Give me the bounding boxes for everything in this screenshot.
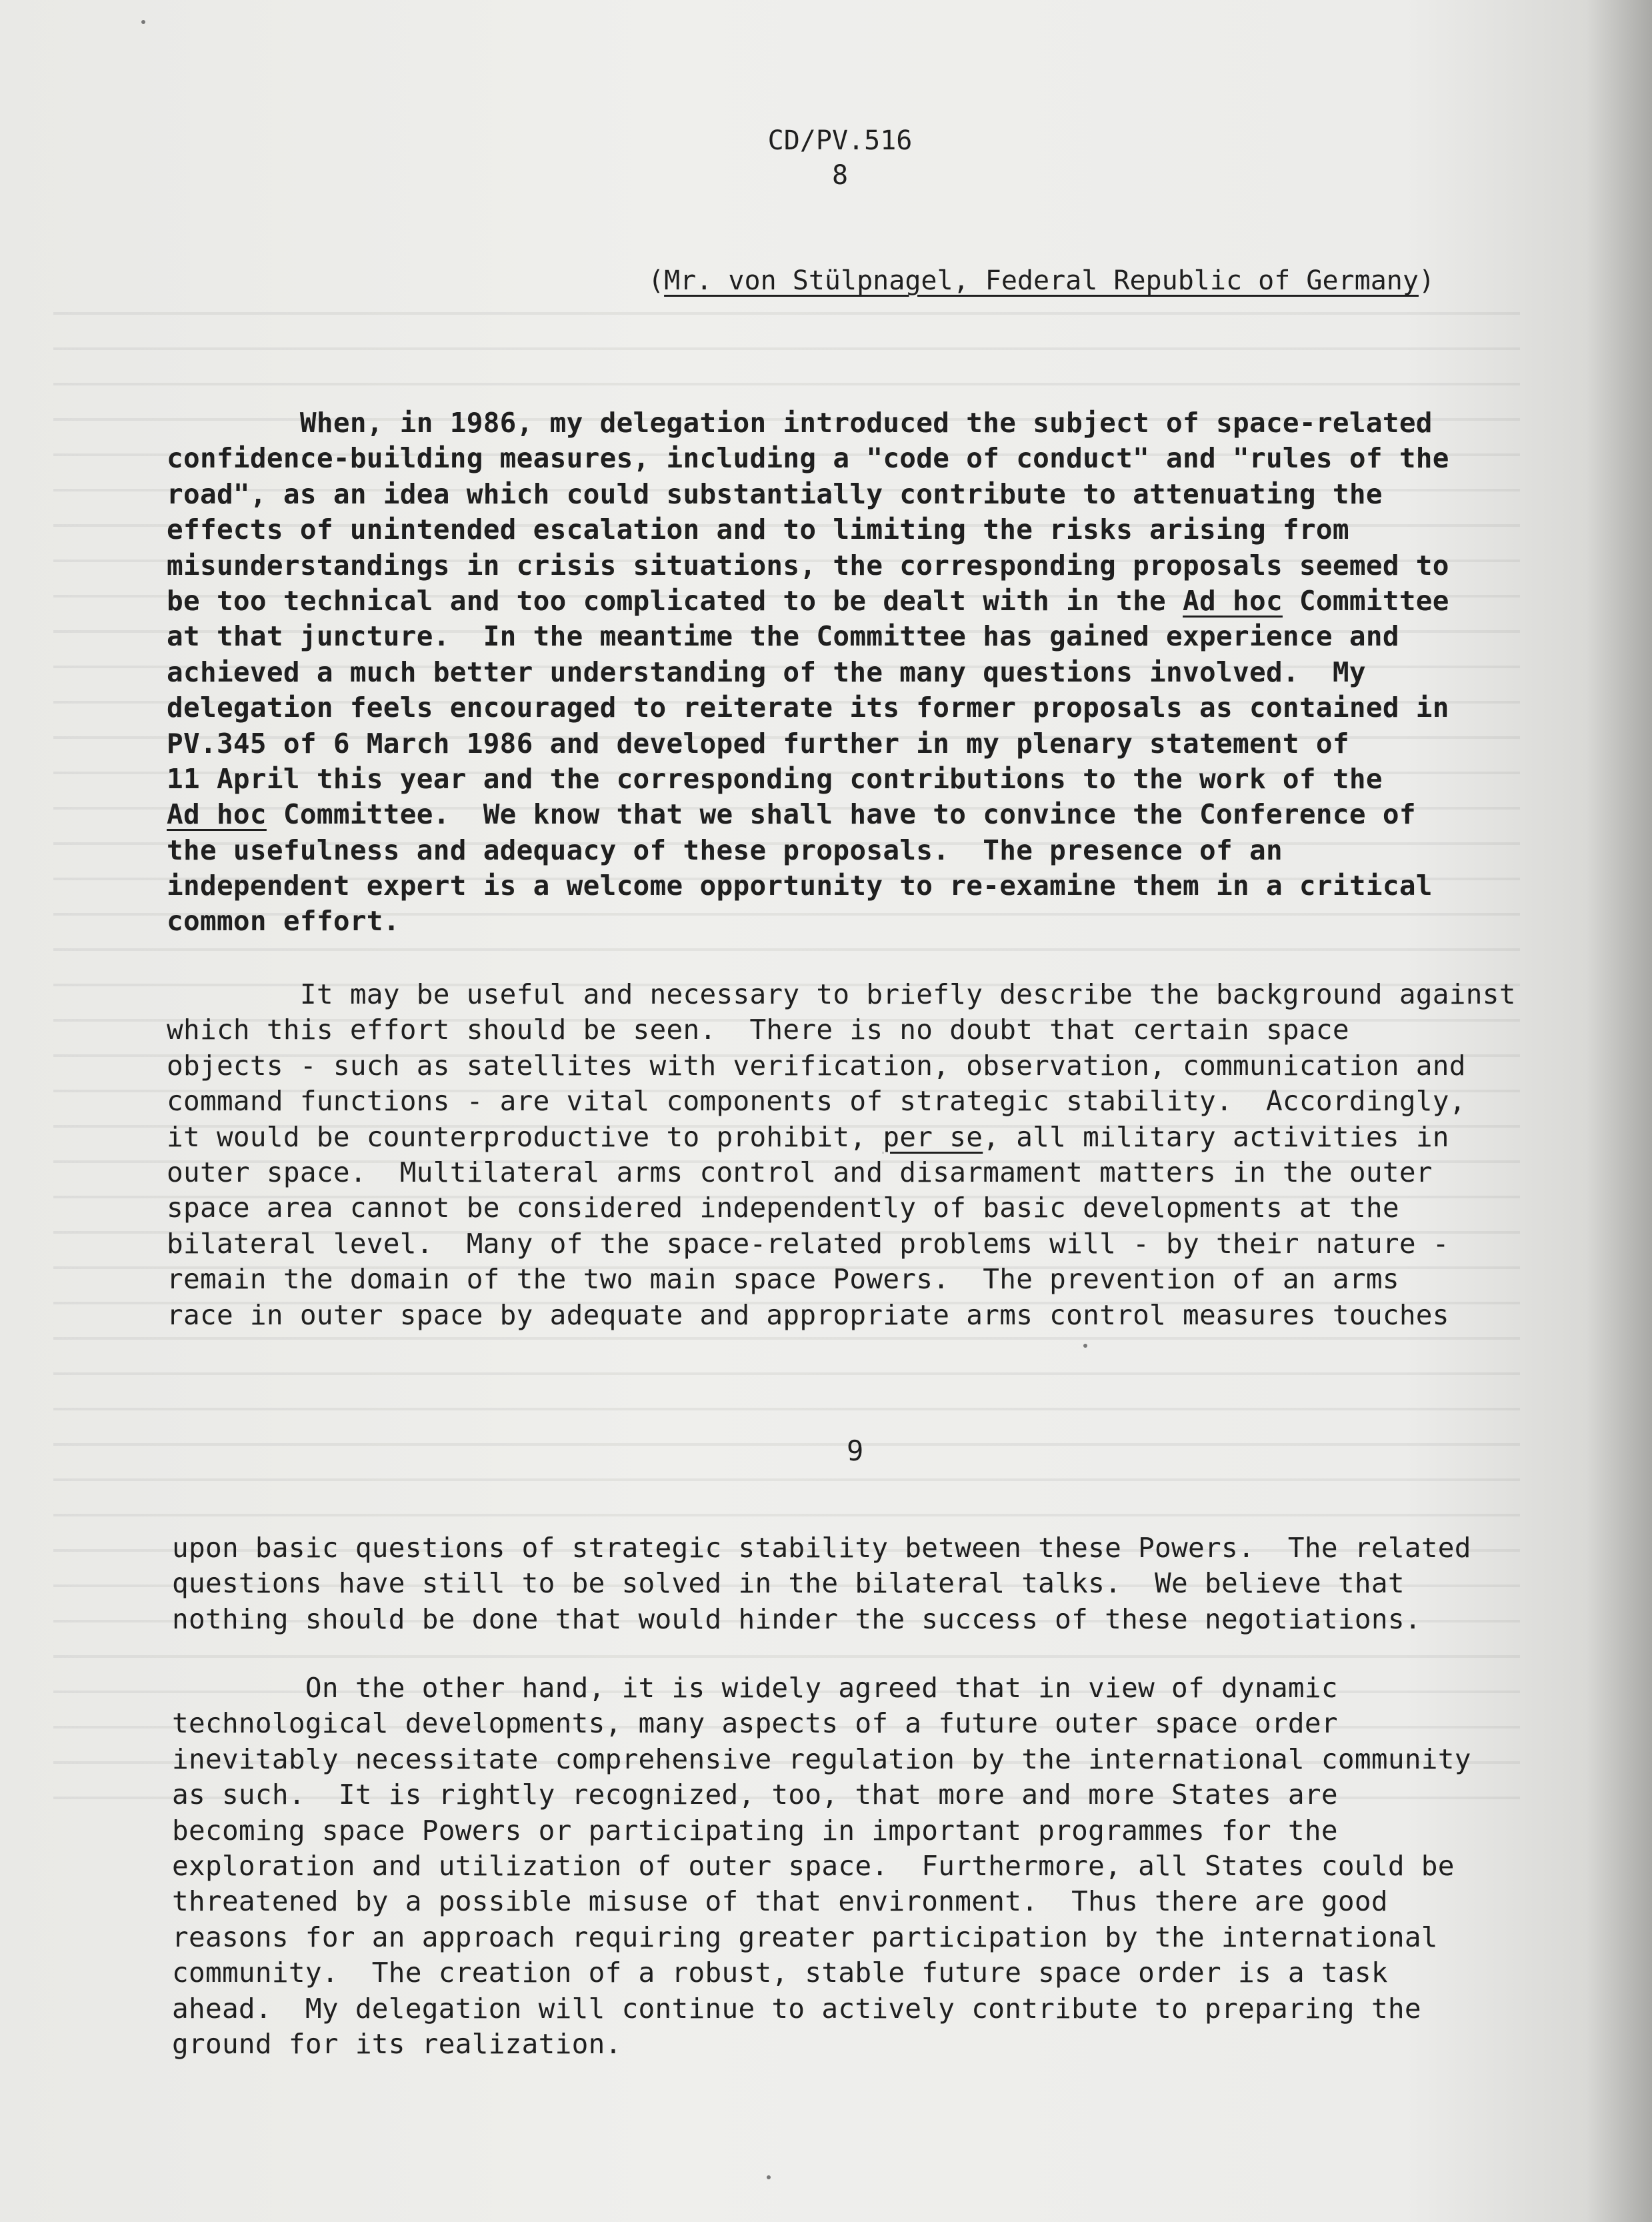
text-line: common effort. (167, 905, 400, 938)
text-line: threatened by a possible misuse of that environment. Thus there are good (172, 1885, 1388, 1918)
text-line: ahead. My delegation will continue to actively contribute to preparing the (172, 1992, 1421, 2025)
page-header (767, 123, 913, 193)
text-line: nothing should be done that would hinder the success of these negotiations. (172, 1602, 1421, 1635)
text-line: road", as an idea which could substantially contribute to attenuating the (167, 477, 1383, 510)
text-line: independent expert is a welcome opportunity to re-examine them in a critical (167, 870, 1433, 902)
text-line: achieved a much better understanding of the many questions involved. My (167, 656, 1366, 688)
text-line: 11 April this year and the corresponding contributions to the work of the (167, 762, 1383, 795)
text-line: inevitably necessitate comprehensive regulation by the international community (172, 1743, 1471, 1775)
text-line: exploration and utilization of outer space. Furthermore, all States could be (172, 1849, 1455, 1882)
text-line: delegation feels encouraged to reiterate its former proposals as contained in (167, 692, 1449, 724)
document-code: CD/PV.516 (767, 125, 913, 156)
text-line: It may be useful and necessary to briefly describe the background against (167, 978, 1516, 1010)
speck (1083, 1344, 1087, 1348)
paragraph-confidence-building (167, 405, 1567, 940)
text-line: command functions - are vital components of strategic stability. Accordingly, (167, 1085, 1466, 1118)
text-line: be too technical and too complicated to be dealt with in the Ad hoc Committee (167, 584, 1449, 617)
text-line: as such. It is rightly recognized, too, that more and more States are (172, 1779, 1338, 1811)
text-line: effects of unintended escalation and to limiting the risks arising from (167, 513, 1349, 546)
text-line: the usefulness and adequacy of these proposals. The presence of an (167, 834, 1283, 866)
text-line: PV.345 of 6 March 1986 and developed further in my plenary statement of (167, 727, 1349, 760)
text-line: On the other hand, it is widely agreed that in view of dynamic (172, 1672, 1338, 1704)
speaker-attribution (648, 263, 1435, 298)
text-line: Ad hoc Committee. We know that we shall have to convince the Conference of (167, 798, 1416, 831)
speaker-open-paren: ( (648, 265, 665, 296)
text-line: race in outer space by adequate and appropriate arms control measures touches (167, 1298, 1449, 1331)
text-line: outer space. Multilateral arms control and disarmament matters in the outer (167, 1156, 1433, 1188)
text-line: space area cannot be considered independently of basic developments at the (167, 1192, 1399, 1224)
paragraph-space-order (172, 1671, 1572, 2062)
text-line: community. The creation of a robust, stable future space order is a task (172, 1957, 1388, 1989)
text-line: misunderstandings in crisis situations, the corresponding proposals seemed to (167, 549, 1449, 582)
speaker-close-paren: ) (1418, 265, 1435, 296)
paragraph-bilateral-talks (172, 1530, 1572, 1637)
text-line: objects - such as satellites with verification, observation, communication and (167, 1049, 1466, 1082)
text-line: ground for its realization. (172, 2027, 622, 2060)
text-line: remain the domain of the two main space Powers. The prevention of an arms (167, 1263, 1399, 1296)
speck (767, 2175, 771, 2179)
text-line: which this effort should be seen. There is no doubt that certain space (167, 1014, 1349, 1046)
paragraph-background (167, 977, 1567, 1333)
text-line: at that juncture. In the meantime the Committee has gained experience and (167, 620, 1399, 653)
text-line: confidence-building measures, including a "code of conduct" and "rules of the (167, 442, 1449, 475)
text-line: upon basic questions of strategic stability between these Powers. The related (172, 1532, 1471, 1564)
page-number-9: 9 (847, 1434, 864, 1467)
text-line: bilateral level. Many of the space-related problems will - by their nature - (167, 1227, 1449, 1260)
text-line: technological developments, many aspects of a future outer space order (172, 1707, 1338, 1740)
speck (141, 20, 145, 24)
page-number: 8 (831, 160, 849, 191)
speaker-name: Mr. von Stülpnagel, Federal Republic of Germany (664, 265, 1419, 296)
text-line: reasons for an approach requiring greater participation by the international (172, 1921, 1438, 1953)
text-line: questions have still to be solved in the bilateral talks. We believe that (172, 1567, 1405, 1600)
text-line: becoming space Powers or participating in important programmes for the (172, 1814, 1338, 1847)
text-line: it would be counterproductive to prohibit, per se, all military activities in (167, 1120, 1449, 1153)
text-line: When, in 1986, my delegation introduced the subject of space-related (167, 407, 1433, 439)
